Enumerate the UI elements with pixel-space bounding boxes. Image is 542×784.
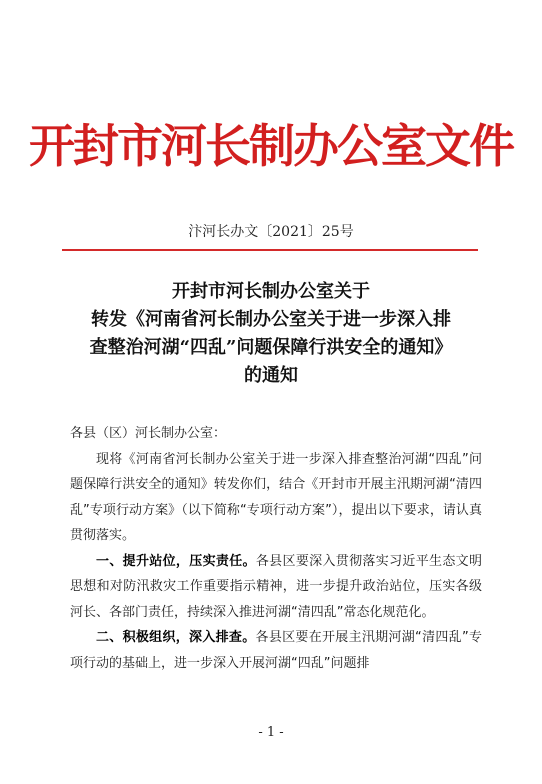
title-line: 的通知 xyxy=(244,365,298,386)
document-number: 汴河长办文〔2021〕25号 xyxy=(188,224,354,240)
section-paragraph xyxy=(70,625,482,676)
title-line: 转发《河南省河长制办公室关于进一步深入排 xyxy=(91,309,451,330)
red-separator-line xyxy=(62,249,478,251)
document-title xyxy=(60,278,482,390)
section-text: 各县区要深入贯彻落实习近平生态文明思想和对防汛救灾工作重要指示精神，进一步提升政治站位，压实各级河长、各部门责任，持续深入推进河湖“清四乱”常态化规范化。 xyxy=(70,553,482,620)
section-heading: 一、提升站位，压实责任。 xyxy=(96,553,256,569)
page-number: - 1 - xyxy=(258,725,284,740)
section-heading: 二、积极组织，深入排查。 xyxy=(96,630,256,645)
section-paragraph xyxy=(70,549,482,626)
intro-paragraph: 现将《河南省河长制办公室关于进一步深入排查整治河湖“四乱”问题保障行洪安全的通知》转发你们，结合《开封市开展主汛期河湖“清四乱”专项行动方案》（以下简称“专项行动方案”），提出以下要求，请认真贯彻落实。 xyxy=(70,451,482,543)
section-text: 各县区要在开展主汛期河湖“清四乱”专项行动的基础上，进一步深入开展河湖“四乱”问题排 xyxy=(70,630,482,671)
title-line: 查整治河湖“四乱”问题保障行洪安全的通知》 xyxy=(89,337,453,358)
masthead-title: 开封市河长制办公室文件 xyxy=(29,119,513,173)
title-line: 开封市河长制办公室关于 xyxy=(172,281,370,302)
document-body xyxy=(70,421,482,676)
salutation: 各县（区）河长制办公室： xyxy=(70,426,227,441)
